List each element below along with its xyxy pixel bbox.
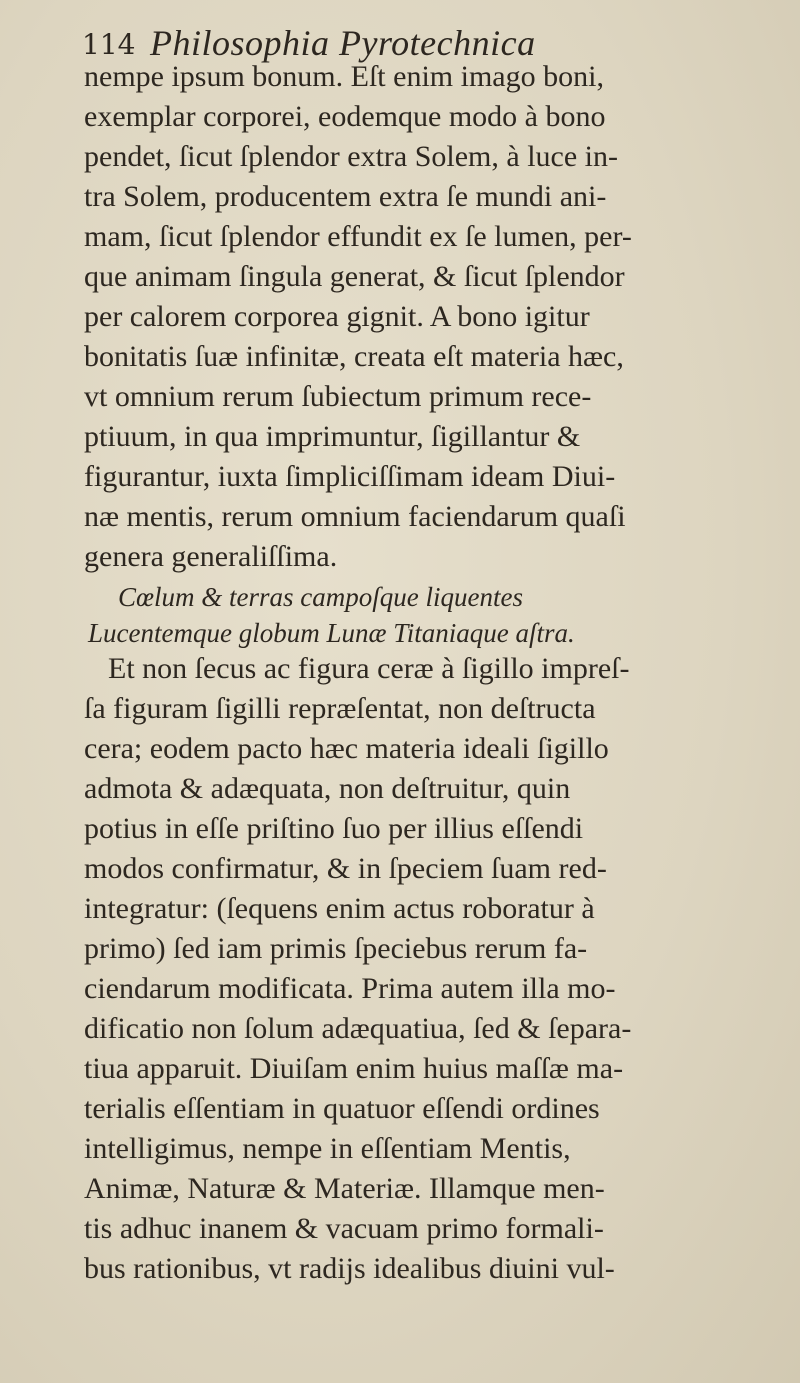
text-line: mam, ſicut ſplendor effundit ex ſe lumen, per- (84, 220, 632, 253)
text-line: pendet, ſicut ſplendor extra Solem, à luce in- (84, 140, 618, 173)
text-line: terialis eſſentiam in quatuor eſſendi ordines (84, 1092, 600, 1125)
text-line: modos confirmatur, & in ſpeciem ſuam red- (84, 852, 607, 885)
page-number: 114 (82, 28, 136, 61)
running-title: Philosophia Pyrotechnica (150, 23, 536, 63)
text-line: ſa figuram ſigilli repræſentat, non deſtructa (84, 692, 596, 725)
text-line: potius in eſſe priſtino ſuo per illius eſſendi (84, 812, 584, 845)
text-line: bus rationibus, vt radijs idealibus diuini vul- (84, 1252, 615, 1285)
verse-line: Cœlum & terras campoſque liquentes (118, 582, 523, 612)
text-line: figurantur, iuxta ſimpliciſſimam ideam Diui- (84, 460, 616, 493)
text-line: Animæ, Naturæ & Materiæ. Illamque men- (84, 1172, 605, 1205)
text-line: integratur: (ſequens enim actus roboratur à (84, 892, 595, 925)
text-line: dificatio non ſolum adæquatiua, ſed & ſepara- (84, 1012, 632, 1045)
text-line: exemplar corporei, eodemque modo à bono (84, 100, 606, 133)
text-line: intelligimus, nempe in eſſentiam Mentis, (84, 1132, 571, 1165)
text-line: ciendarum modificata. Prima autem illa mo- (84, 972, 616, 1005)
text-line: nempe ipsum bonum. Eſt enim imago boni, (84, 60, 604, 93)
text-line: bonitatis ſuæ infinitæ, creata eſt materia hæc, (84, 340, 624, 373)
verse-line: Lucentemque globum Lunæ Titaniaque aſtra. (88, 618, 575, 648)
text-line: tiua apparuit. Diuiſam enim huius maſſæ ma- (84, 1052, 624, 1085)
text-line: genera generaliſſima. (84, 540, 338, 573)
text-line: per calorem corporea gignit. A bono igitur (84, 300, 590, 333)
running-head (0, 0, 800, 62)
text-line: vt omnium rerum ſubiectum primum rece- (84, 380, 592, 413)
text-line: tra Solem, producentem extra ſe mundi ani- (84, 180, 607, 213)
text-line: tis adhuc inanem & vacuam primo formali- (84, 1212, 604, 1245)
text-line: cera; eodem pacto hæc materia ideali ſigillo (84, 732, 609, 765)
text-line: primo) ſed iam primis ſpeciebus rerum fa- (84, 932, 588, 965)
text-line: que animam ſingula generat, & ſicut ſplendor (84, 260, 625, 293)
text-line: næ mentis, rerum omnium faciendarum quaſi (84, 500, 626, 533)
text-line: ptiuum, in qua imprimuntur, ſigillantur & (84, 420, 581, 453)
text-line: admota & adæquata, non deſtruitur, quin (84, 772, 571, 805)
text-line: Et non ſecus ac figura ceræ à ſigillo impreſ- (108, 652, 630, 685)
